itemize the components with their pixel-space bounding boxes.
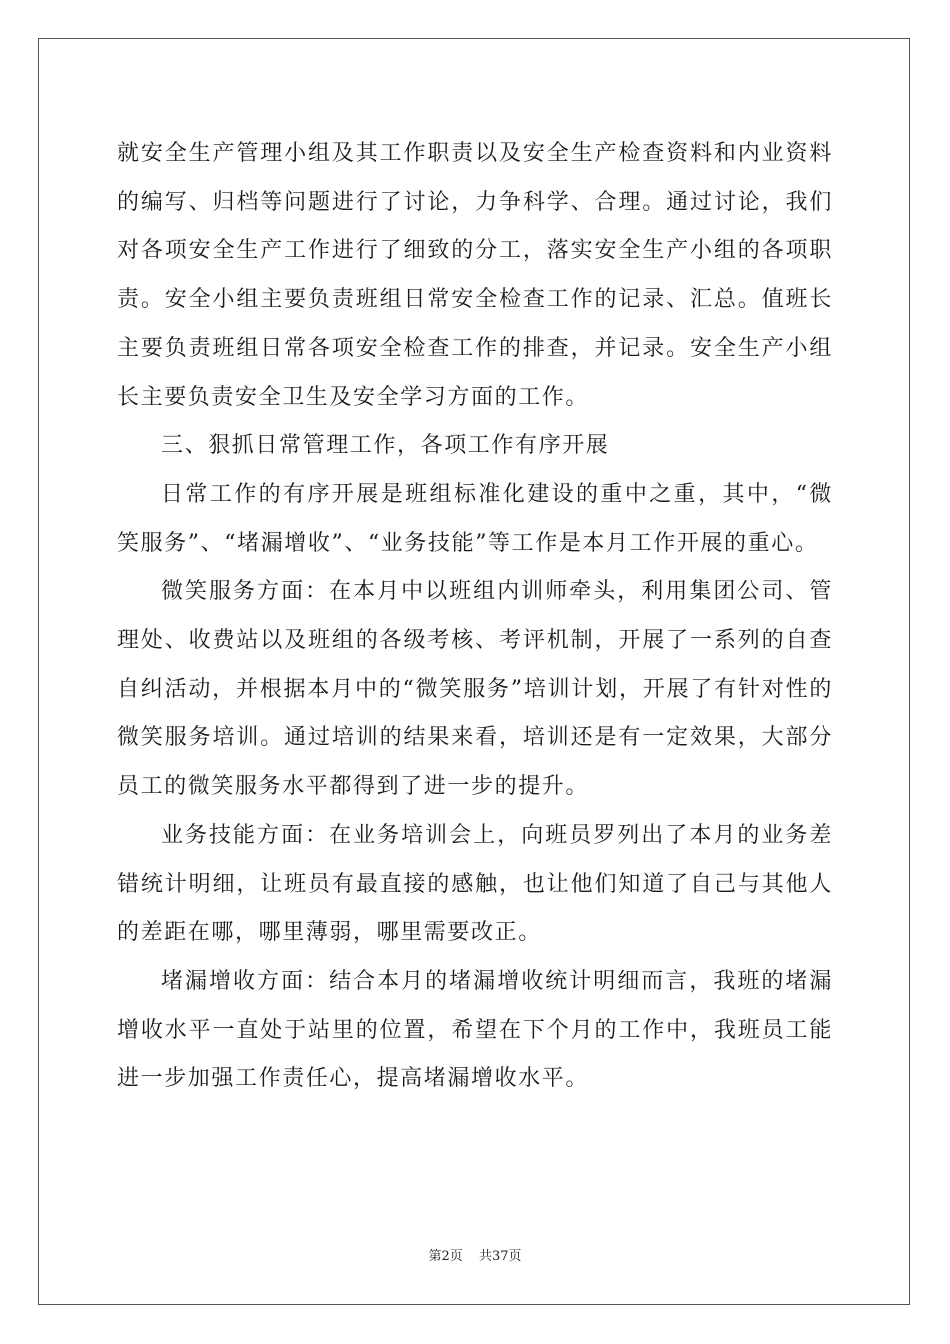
section-heading-daily-management: 三、狠抓日常管理工作，各项工作有序开展	[161, 433, 610, 459]
paragraph-daily-work: 日常工作的有序开展是班组标准化建设的重中之重，其中，“微笑服务”、“堵漏增收”、“业务技能”等工作是本月工作开展的重心。	[117, 481, 833, 556]
page-footer	[0, 1245, 950, 1264]
document-body	[117, 130, 833, 1104]
paragraph-business-skills: 业务技能方面：在业务培训会上，向班员罗列出了本月的业务差错统计明细，让班员有最直接的感触，也让他们知道了自己与其他人的差距在哪，哪里薄弱，哪里需要改正。	[117, 822, 833, 946]
total-pages: 共37页	[478, 1249, 522, 1264]
page-number: 第2页	[428, 1249, 463, 1264]
paragraph-smile-service: 微笑服务方面：在本月中以班组内训师牵头，利用集团公司、管理处、收费站以及班组的各级考核、考评机制，开展了一系列的自查自纠活动，并根据本月中的“微笑服务”培训计划，开展了有针对性的微笑服务培训。通过培训的结果来看，培训还是有一定效果，大部分员工的微笑服务水平都得到了进一步的提升。	[117, 579, 833, 800]
paragraph-safety-duties: 就安全生产管理小组及其工作职责以及安全生产检查资料和内业资料的编写、归档等问题进行了讨论，力争科学、合理。通过讨论，我们对各项安全生产工作进行了细致的分工，落实安全生产小组的各项职责。安全小组主要负责班组日常安全检查工作的记录、汇总。值班长主要负责班组日常各项安全检查工作的排查，并记录。安全生产小组长主要负责安全卫生及安全学习方面的工作。	[117, 141, 833, 410]
paragraph-leak-revenue: 堵漏增收方面：结合本月的堵漏增收统计明细而言，我班的堵漏增收水平一直处于站里的位置，希望在下个月的工作中，我班员工能进一步加强工作责任心，提高堵漏增收水平。	[117, 968, 833, 1092]
